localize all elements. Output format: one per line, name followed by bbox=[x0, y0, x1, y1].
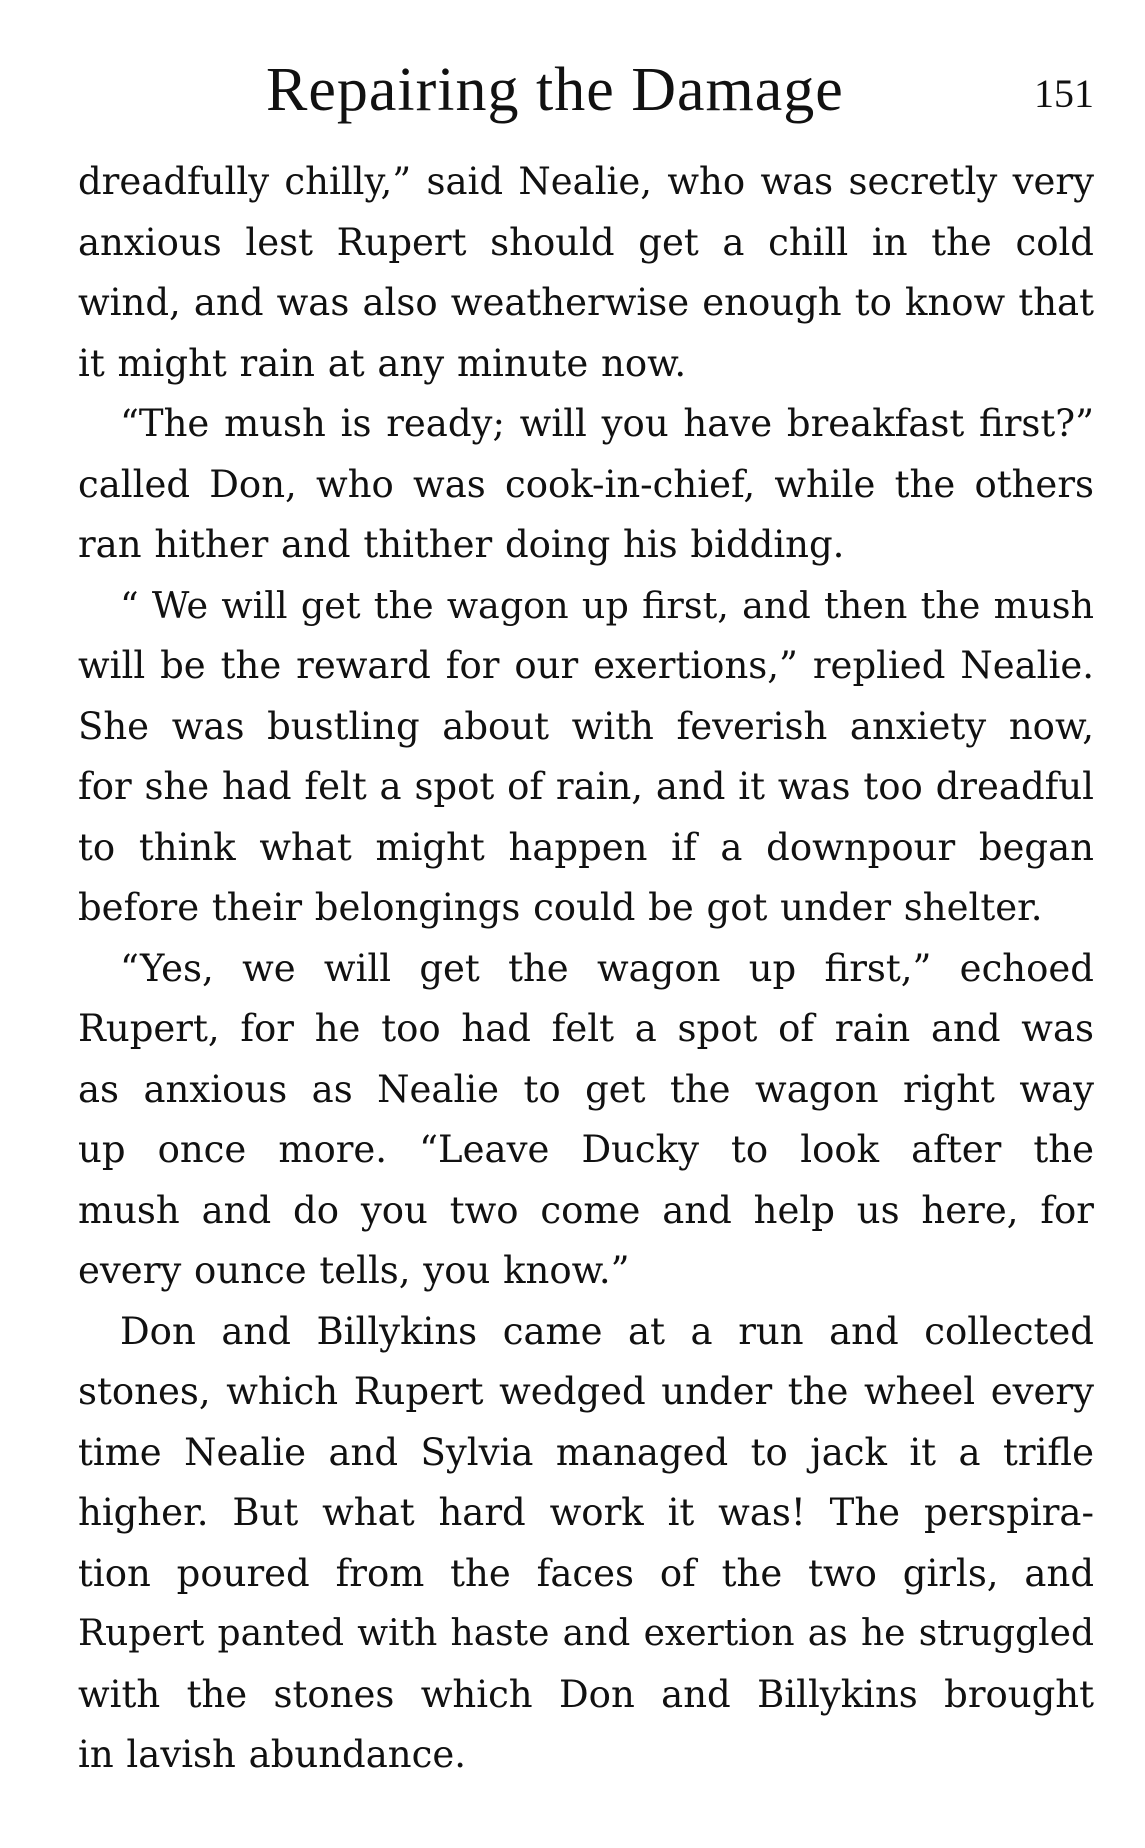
text-line: every ounce tells, you know.” bbox=[78, 1249, 630, 1292]
text-line: ran hither and thither doing his bidding. bbox=[78, 523, 845, 566]
page-number: 151 bbox=[1034, 71, 1094, 116]
text-line: stones, which Rupert wedged under the wheel every bbox=[78, 1370, 1094, 1413]
body-text bbox=[78, 152, 1094, 1786]
text-line: time Nealie and Sylvia managed to jack it a trifle bbox=[78, 1430, 1094, 1474]
text-line: Rupert, for he too had felt a spot of rain and was bbox=[78, 1007, 1094, 1050]
text-line: to think what might happen if a downpour began bbox=[78, 825, 1094, 869]
text-line: tion poured from the faces of the two girls, and bbox=[78, 1551, 1094, 1595]
running-title: Repairing the Damage bbox=[266, 56, 844, 124]
text-line: for she had felt a spot of rain, and it was too dreadful bbox=[78, 765, 1094, 808]
running-header bbox=[78, 50, 1098, 130]
text-line: it might rain at any minute now. bbox=[78, 341, 687, 385]
text-line: up once more. “Leave Ducky to look after the bbox=[78, 1128, 1094, 1171]
text-line: dreadfully chilly,” said Nealie, who was secretly very bbox=[78, 160, 1094, 203]
text-line: called Don, who was cook-in-chief, while the others bbox=[78, 462, 1094, 506]
text-line: with the stones which Don and Billykins brought bbox=[78, 1672, 1094, 1716]
text-line: “ We will get the wagon up first, and then the mush bbox=[120, 583, 1094, 627]
text-line: anxious lest Rupert should get a chill in the cold bbox=[78, 220, 1094, 264]
text-line: higher. But what hard work it was! The perspira- bbox=[78, 1491, 1094, 1534]
text-line: She was bustling about with feverish anxiety now, bbox=[78, 704, 1094, 748]
text-line: will be the reward for our exertions,” replied Nealie. bbox=[78, 644, 1094, 687]
text-line: in lavish abundance. bbox=[78, 1733, 466, 1776]
text-line: “The mush is ready; will you have breakfast first?” bbox=[120, 402, 1094, 445]
text-line: Rupert panted with haste and exertion as he struggled bbox=[78, 1613, 1094, 1654]
text-line: before their belongings could be got under shelter. bbox=[78, 886, 1043, 929]
text-line: “Yes, we will get the wagon up first,” echoed bbox=[120, 946, 1094, 990]
text-line: mush and do you two come and help us here, for bbox=[78, 1188, 1094, 1232]
text-line: wind, and was also weatherwise enough to know that bbox=[78, 281, 1094, 324]
text-line: as anxious as Nealie to get the wagon right way bbox=[78, 1067, 1094, 1111]
text-line: Don and Billykins came at a run and collected bbox=[120, 1309, 1094, 1353]
